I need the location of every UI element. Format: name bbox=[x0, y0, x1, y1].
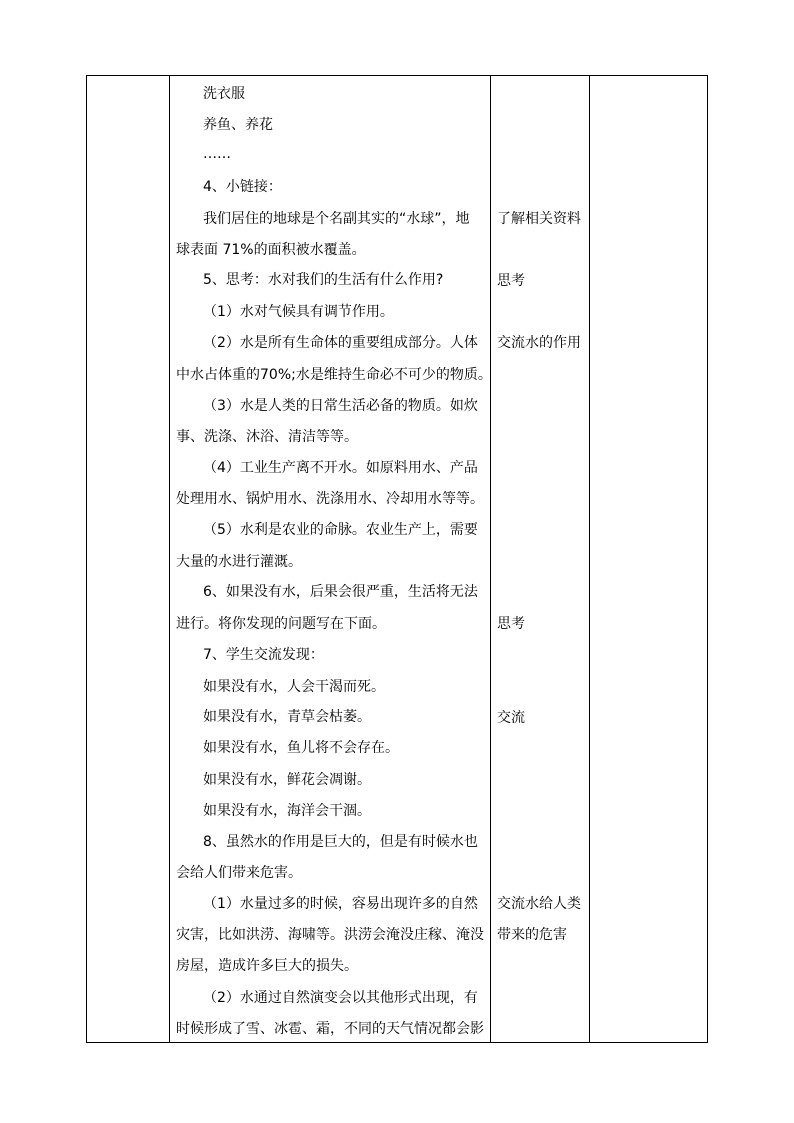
process-line: 会给人们带来危害。 bbox=[176, 865, 302, 881]
process-line: 洗衣服 bbox=[203, 86, 245, 102]
process-line: 事、洗涤、沐浴、清洁等等。 bbox=[176, 429, 358, 445]
process-line: 大量的水进行灌溉。 bbox=[176, 554, 302, 570]
process-line: 处理用水、锅炉用水、洗涤用水、冷却用水等等。 bbox=[176, 491, 484, 507]
process-line: （3）水是人类的日常生活必备的物质。如炊 bbox=[203, 398, 478, 414]
process-line: 4、小链接： bbox=[203, 179, 282, 195]
process-line: 如果没有水，鲜花会凋谢。 bbox=[203, 772, 371, 788]
process-line: （2）水是所有生命体的重要组成部分。人体 bbox=[203, 335, 478, 351]
process-line: （4）工业生产离不开水。如原料用水、产品 bbox=[203, 460, 478, 476]
process-line: 7、学生交流发现： bbox=[203, 647, 324, 663]
process-line: …… bbox=[203, 146, 231, 162]
process-line: 灾害，比如洪涝、海啸等。洪涝会淹没庄稼、淹没 bbox=[176, 927, 484, 943]
process-line: 时候形成了雪、冰雹、霜，不同的天气情况都会影 bbox=[176, 1021, 484, 1037]
lesson-table bbox=[86, 75, 708, 1043]
process-line: （5）水利是农业的命脉。农业生产上，需要 bbox=[203, 522, 478, 538]
column-divider bbox=[589, 76, 590, 1042]
column-divider bbox=[169, 76, 170, 1042]
process-line: 进行。将你发现的问题写在下面。 bbox=[176, 616, 386, 632]
process-line: 养鱼、养花 bbox=[203, 117, 273, 133]
process-line: 5、思考：水对我们的生活有什么作用? bbox=[203, 272, 444, 288]
activity-note: 交流 bbox=[497, 710, 525, 726]
process-line: 8、虽然水的作用是巨大的，但是有时候水也 bbox=[203, 834, 478, 850]
process-line: 如果没有水，海洋会干涸。 bbox=[203, 803, 371, 819]
activity-note: 带来的危害 bbox=[497, 927, 567, 943]
process-line: 球表面 71%的面积被水覆盖。 bbox=[176, 242, 366, 258]
process-line: 如果没有水，人会干渴而死。 bbox=[203, 679, 385, 695]
activity-note: 交流水给人类 bbox=[497, 896, 581, 912]
process-line: 如果没有水，鱼儿将不会存在。 bbox=[203, 740, 399, 756]
column-divider bbox=[490, 76, 491, 1042]
activity-note: 交流水的作用 bbox=[497, 335, 581, 351]
process-line: （1）水对气候具有调节作用。 bbox=[203, 304, 394, 320]
process-line: （2）水通过自然演变会以其他形式出现，有 bbox=[203, 990, 478, 1006]
process-line: 6、如果没有水，后果会很严重，生活将无法 bbox=[203, 584, 478, 600]
activity-note: 思考 bbox=[497, 273, 525, 289]
process-line: 我们居住的地球是个名副其实的“水球”，地 bbox=[203, 211, 470, 227]
process-line: （1）水量过多的时候，容易出现许多的自然 bbox=[203, 896, 478, 912]
activity-note: 了解相关资料 bbox=[497, 211, 581, 227]
process-line: 如果没有水，青草会枯萎。 bbox=[203, 709, 371, 725]
process-line: 中水占体重的70%;水是维持生命必不可少的物质。 bbox=[176, 367, 492, 383]
activity-note: 思考 bbox=[497, 616, 525, 632]
process-line: 房屋，造成许多巨大的损失。 bbox=[176, 958, 358, 974]
